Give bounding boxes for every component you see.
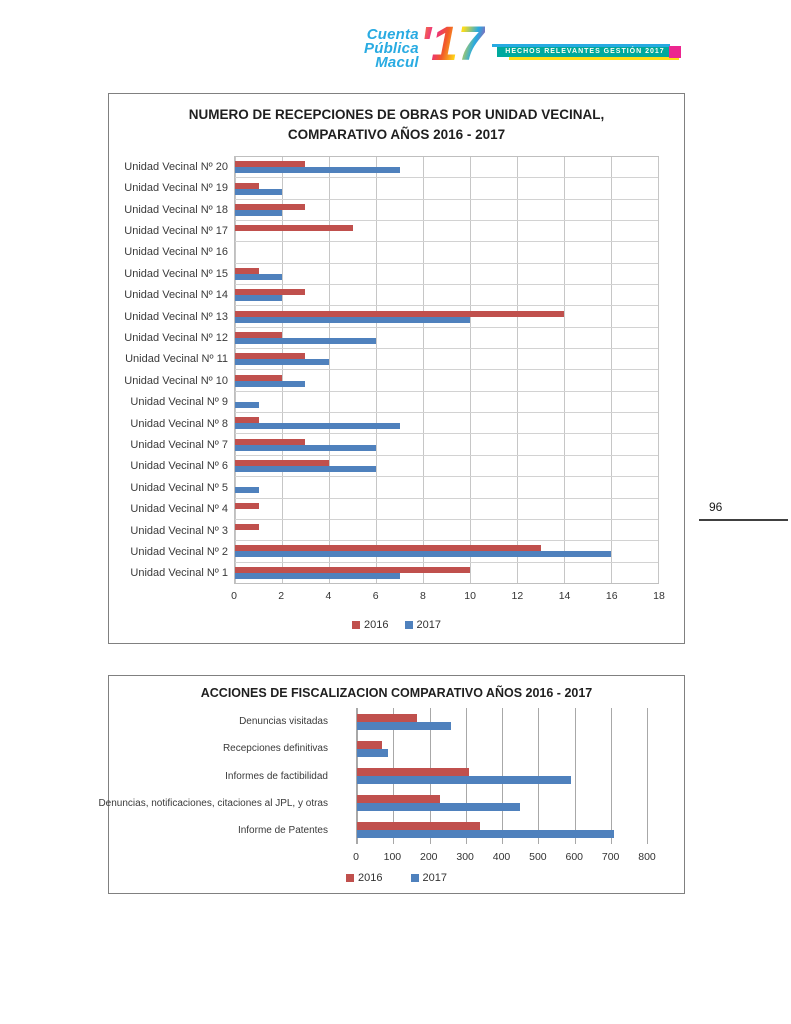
bar-2017 bbox=[235, 381, 305, 387]
x-tick-label: 0 bbox=[353, 851, 359, 863]
gridline bbox=[647, 708, 648, 844]
page-number-rule bbox=[699, 519, 788, 521]
logo-wordmark bbox=[364, 22, 419, 70]
chart2-legend bbox=[109, 872, 684, 884]
banner-text-band bbox=[497, 47, 673, 57]
legend-label-2017: 2017 bbox=[422, 872, 447, 884]
legend-swatch-2017 bbox=[405, 621, 413, 629]
logo-word-publica: Pública bbox=[364, 40, 419, 57]
category-label: Unidad Vecinal Nº 18 bbox=[124, 203, 228, 216]
x-tick-label: 300 bbox=[456, 851, 474, 863]
bar-2017 bbox=[357, 803, 520, 811]
x-tick-label: 10 bbox=[464, 590, 476, 602]
banner-stripe-yellow bbox=[509, 57, 679, 60]
category-label: Unidad Vecinal Nº 11 bbox=[125, 353, 228, 366]
bar-2017 bbox=[235, 295, 282, 301]
legend-swatch-2016 bbox=[346, 874, 354, 882]
legend-item-2016 bbox=[352, 619, 388, 631]
bar-2017 bbox=[357, 749, 388, 757]
category-label: Unidad Vecinal Nº 16 bbox=[124, 246, 228, 259]
x-tick-label: 2 bbox=[278, 590, 285, 602]
legend-label-2016: 2016 bbox=[358, 872, 383, 884]
x-tick-label: 14 bbox=[558, 590, 571, 602]
chart2-x-axis bbox=[353, 847, 656, 863]
logo-word-cuenta: Cuenta bbox=[366, 26, 419, 43]
category-label: Unidad Vecinal Nº 2 bbox=[130, 546, 228, 559]
bar-2017 bbox=[235, 359, 329, 365]
x-tick-label: 500 bbox=[529, 851, 547, 863]
chart2-plot-area bbox=[356, 708, 647, 844]
chart1-title bbox=[109, 105, 684, 146]
x-tick-label: 600 bbox=[565, 851, 584, 863]
x-tick-label: 16 bbox=[605, 590, 618, 602]
chart1-legend bbox=[109, 619, 684, 631]
bar-row bbox=[235, 285, 658, 306]
bar-row bbox=[235, 413, 658, 434]
bar-row bbox=[235, 499, 658, 520]
chart2-body bbox=[98, 708, 647, 844]
bar-row bbox=[235, 242, 658, 263]
bar-2017 bbox=[235, 210, 282, 216]
bar-row bbox=[357, 735, 647, 762]
category-label: Denuncias, notificaciones, citaciones al JPL, y otras bbox=[98, 797, 328, 809]
legend-item-2017 bbox=[411, 872, 447, 884]
category-label: Unidad Vecinal Nº 12 bbox=[124, 331, 228, 344]
bar-2016 bbox=[235, 524, 259, 530]
bar-2017 bbox=[235, 466, 376, 472]
bar-2017 bbox=[235, 338, 376, 344]
category-label: Unidad Vecinal Nº 8 bbox=[130, 417, 228, 430]
x-tick-label: 100 bbox=[383, 851, 402, 863]
bar-2016 bbox=[357, 714, 417, 722]
category-label: Unidad Vecinal Nº 19 bbox=[124, 182, 228, 195]
bar-2017 bbox=[357, 722, 451, 730]
bar-2016 bbox=[357, 822, 480, 830]
bar-row bbox=[235, 434, 658, 455]
chart1-body bbox=[109, 156, 659, 584]
bar-row bbox=[235, 349, 658, 370]
header-banner bbox=[497, 44, 673, 60]
gridline bbox=[658, 157, 659, 583]
bar-2017 bbox=[235, 189, 282, 195]
bar-row bbox=[235, 178, 658, 199]
x-tick-label: 400 bbox=[492, 851, 511, 863]
category-label: Unidad Vecinal Nº 4 bbox=[130, 503, 228, 516]
category-label: Unidad Vecinal Nº 10 bbox=[124, 374, 228, 387]
legend-label-2017: 2017 bbox=[416, 619, 441, 631]
bar-2017 bbox=[235, 274, 282, 280]
bar-row bbox=[235, 392, 658, 413]
bar-row bbox=[235, 520, 658, 541]
bar-2016 bbox=[357, 795, 440, 803]
category-label: Informes de factibilidad bbox=[225, 770, 328, 782]
chart2-title bbox=[109, 685, 684, 703]
category-label: Unidad Vecinal Nº 3 bbox=[130, 524, 228, 537]
x-tick-label: 18 bbox=[653, 590, 665, 602]
bar-row bbox=[357, 708, 647, 735]
bar-2016 bbox=[235, 503, 259, 509]
legend-swatch-2017 bbox=[411, 874, 419, 882]
x-tick-label: 700 bbox=[601, 851, 620, 863]
chart2-title-line1: ACCIONES DE FISCALIZACION COMPARATIVO AÑOS 2016 - 2017 bbox=[200, 686, 593, 700]
category-label: Unidad Vecinal Nº 5 bbox=[130, 481, 228, 494]
bar-2017 bbox=[235, 423, 400, 429]
bar-row bbox=[357, 817, 647, 844]
legend-item-2016 bbox=[346, 872, 382, 884]
logo-word-macul: Macul bbox=[375, 54, 419, 71]
bar-2017 bbox=[357, 776, 571, 784]
chart1-category-labels bbox=[109, 156, 234, 584]
bar-2017 bbox=[235, 402, 259, 408]
category-label: Unidad Vecinal Nº 1 bbox=[130, 567, 228, 580]
category-label: Unidad Vecinal Nº 9 bbox=[130, 396, 228, 409]
bar-row bbox=[235, 456, 658, 477]
x-tick-label: 0 bbox=[231, 590, 237, 602]
category-label: Unidad Vecinal Nº 13 bbox=[124, 310, 228, 323]
bar-row bbox=[235, 306, 658, 327]
legend-item-2017 bbox=[405, 619, 441, 631]
chart1-title-line1: NUMERO DE RECEPCIONES DE OBRAS POR UNIDAD VECINAL, bbox=[188, 107, 605, 122]
legend-label-2016: 2016 bbox=[364, 619, 389, 631]
category-label: Unidad Vecinal Nº 14 bbox=[124, 289, 228, 302]
category-label: Informe de Patentes bbox=[237, 824, 328, 836]
chart2-category-labels bbox=[98, 708, 356, 844]
banner-text: HECHOS RELEVANTES GESTIÓN 2017 bbox=[505, 48, 665, 55]
cuenta-publica-macul-logo bbox=[364, 18, 485, 71]
chart-acciones-fiscalizacion bbox=[98, 675, 685, 894]
x-tick-label: 8 bbox=[419, 590, 426, 602]
bar-2016 bbox=[357, 741, 382, 749]
bar-row bbox=[235, 157, 658, 178]
bar-row bbox=[235, 221, 658, 242]
bar-row bbox=[235, 541, 658, 562]
chart1-title-line2: COMPARATIVO AÑOS 2016 - 2017 bbox=[287, 127, 506, 143]
chart1-x-axis bbox=[231, 586, 665, 602]
x-tick-label: 800 bbox=[638, 851, 656, 863]
bar-row bbox=[235, 563, 658, 583]
category-label: Unidad Vecinal Nº 6 bbox=[130, 460, 228, 473]
bar-2016 bbox=[235, 225, 353, 231]
bar-2017 bbox=[235, 573, 400, 579]
bar-row bbox=[235, 328, 658, 349]
bar-row bbox=[357, 762, 647, 789]
x-tick-label: 200 bbox=[419, 851, 438, 863]
bar-2017 bbox=[235, 487, 259, 493]
category-label: Unidad Vecinal Nº 20 bbox=[124, 160, 228, 173]
x-tick-label: 6 bbox=[372, 590, 379, 602]
bar-row bbox=[235, 264, 658, 285]
page-number: 96 bbox=[709, 500, 723, 514]
bar-2017 bbox=[235, 551, 611, 557]
chart1-plot-area bbox=[234, 156, 659, 584]
bar-2017 bbox=[235, 167, 400, 173]
bar-row bbox=[357, 790, 647, 817]
bar-2017 bbox=[235, 317, 470, 323]
bar-row bbox=[235, 477, 658, 498]
bar-row bbox=[235, 370, 658, 391]
category-label: Recepciones definitivas bbox=[222, 743, 328, 755]
category-label: Denuncias visitadas bbox=[239, 716, 328, 728]
category-label: Unidad Vecinal Nº 17 bbox=[124, 224, 228, 237]
x-tick-label: 12 bbox=[511, 590, 524, 602]
bar-2016 bbox=[357, 768, 469, 776]
legend-swatch-2016 bbox=[352, 621, 360, 629]
bar-2017 bbox=[357, 830, 614, 838]
category-label: Unidad Vecinal Nº 15 bbox=[124, 267, 228, 280]
bar-row bbox=[235, 200, 658, 221]
banner-accent-pink bbox=[669, 46, 681, 58]
bar-2017 bbox=[235, 445, 376, 451]
logo-year-17: '17 bbox=[419, 18, 485, 71]
x-tick-label: 4 bbox=[325, 590, 332, 602]
chart-recepciones-obras bbox=[108, 93, 685, 644]
category-label: Unidad Vecinal Nº 7 bbox=[130, 438, 228, 451]
